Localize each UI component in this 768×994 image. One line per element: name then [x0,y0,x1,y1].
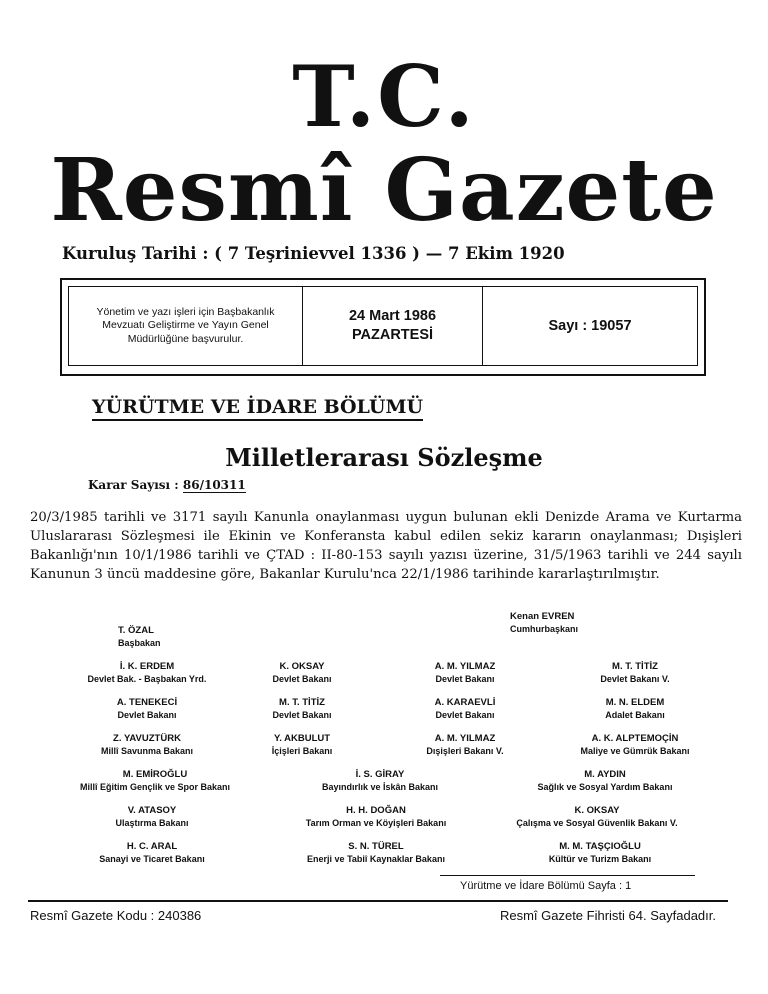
signature-title: Tarım Orman ve Köyişleri Bakanı [305,818,447,828]
signature-minister [495,840,705,866]
signature-title: Cumhurbaşkanı [510,624,579,634]
signature-title: Ulaştırma Bakanı [115,818,189,828]
gazette-index-note: Resmî Gazete Fihristi 64. Sayfadadır. [499,908,716,923]
signature-minister [276,840,476,866]
signature-name: H. H. DOĞAN [346,805,406,816]
signature-name: A. TENEKECİ [116,697,178,708]
signature-minister [385,732,545,758]
signature-minister [62,804,242,830]
signature-title: Millî Eğitim Gençlik ve Spor Bakanı [79,782,231,792]
decision-paragraph: 20/3/1985 tarihli ve 3171 sayılı Kanunla onaylanması uygun bulunan ekli Denizde Arama ve Kurtarma Uluslararası Sözleşmesi ile Ekinin ve Konferansta kabul edilen sekiz kararın onaylanması; Dışişleri Bakanlığı'nın 10/1/1986 tarihli ve ÇTAD : II-80-153 sayılı yazısı üzerine, 31/5/1963 tarihli ve 244 sayılı Kanunun 3 üncü maddesine göre, Bakanlar Kurulu'nca 22/1/1986 tarihinde kararlaştırılmıştır. [30,510,742,582]
signature-minister [555,732,715,758]
signature-name: Kenan EVREN [510,611,575,622]
issue-number: Sayı : 19057 [548,318,632,334]
signature-name: V. ATASOY [127,805,177,816]
signature-name: Y. AKBULUT [273,733,331,744]
signature-name: M. T. TİTİZ [612,661,658,672]
signature-minister [232,660,372,686]
signature-title: Başbakan [118,638,161,648]
document-title: Milletlerarası Sözleşme [225,443,543,472]
signature-title: Devlet Bakanı [435,710,495,720]
signature-title: Maliye ve Gümrük Bakanı [580,746,690,756]
issue-weekday: PAZARTESİ [351,327,434,343]
signature-name: A. M. YILMAZ [434,733,496,744]
masthead-resmi-gazete: Resmî Gazete [50,140,718,241]
decision-number: 86/10311 [182,478,246,492]
management-note [69,287,303,365]
signature-minister [500,768,710,794]
gazette-code: Resmî Gazete Kodu : 240386 [30,908,202,923]
signature-name: İ. K. ERDEM [119,661,175,672]
signature-title: Devlet Bakanı [272,710,332,720]
signature-minister [232,732,372,758]
signature-name: M. N. ELDEM [605,697,665,708]
signature-name: M. T. TİTİZ [279,697,325,708]
signature-name: K. OKSAY [574,805,620,816]
signature-title: Enerji ve Tabiî Kaynaklar Bakanı [307,854,445,864]
signature-title: Devlet Bakanı [435,674,495,684]
signature-title: Sanayi ve Ticaret Bakanı [99,854,205,864]
signature-minister [555,696,715,722]
signature-title: Çalışma ve Sosyal Güvenlik Bakanı V. [516,818,678,828]
signature-title: Dışişleri Bakanı V. [426,746,504,756]
signature-title: Devlet Bak. - Başbakan Yrd. [87,674,207,684]
signature-minister [482,804,712,830]
signature-title: Kültür ve Turizm Bakanı [548,854,652,864]
signature-prime-minister [118,624,161,650]
signature-minister [62,732,232,758]
signature-title: İçişleri Bakanı [271,746,333,756]
signature-name: M. EMİROĞLU [122,769,188,780]
signature-name: Z. YAVUZTÜRK [113,733,181,744]
decision-line [88,478,246,492]
signature-title: Bayındırlık ve İskân Bakanı [321,782,439,792]
signature-name: İ. S. GİRAY [355,769,405,780]
signature-title: Devlet Bakanı V. [600,674,670,684]
signature-minister [50,768,260,794]
founding-date: Kuruluş Tarihi : ( 7 Teşrinievvel 1336 ) — 7 Ekim 1920 [62,244,565,263]
signature-name: H. C. ARAL [126,841,178,852]
footer-rule [28,900,728,902]
decision-label: Karar Sayısı : [88,478,179,492]
signature-name: M. AYDIN [584,769,626,780]
signature-minister [555,660,715,686]
signature-minister [62,660,232,686]
signature-name: A. M. YILMAZ [434,661,496,672]
signature-name: A. KARAEVLİ [434,697,496,708]
signature-president [510,610,578,636]
section-page-label: Yürütme ve İdare Bölümü Sayfa : 1 [460,880,632,892]
signature-minister [385,696,545,722]
signature-minister [62,696,232,722]
signature-minister [276,804,476,830]
masthead-tc: T.C. [292,47,476,146]
signature-minister [385,660,545,686]
signature-name: S. N. TÜREL [348,841,404,852]
section-page-rule [440,875,695,876]
signature-name: A. K. ALPTEMOÇİN [591,733,679,744]
issue-date-cell [303,287,483,365]
management-note-text: Yönetim ve yazı işleri için Başbakanlık Mevzuatı Geliştirme ve Yayın Genel Müdürlüğüne başvurulur. [96,306,275,345]
signature-title: Millî Savunma Bakanı [100,746,194,756]
signature-title: Adalet Bakanı [605,710,665,720]
signature-title: Devlet Bakanı [117,710,177,720]
signature-minister [232,696,372,722]
signature-minister [290,768,470,794]
signature-title: Devlet Bakanı [272,674,332,684]
signature-minister [62,840,242,866]
signature-name: T. ÖZAL [118,625,154,636]
section-heading: YÜRÜTME VE İDARE BÖLÜMÜ [92,396,423,421]
issue-date: 24 Mart 1986 [348,308,437,325]
signature-title: Sağlık ve Sosyal Yardım Bakanı [537,782,673,792]
signature-name: K. OKSAY [279,661,325,672]
issue-header-box [60,278,706,376]
signature-name: M. M. TAŞÇIOĞLU [559,841,641,852]
